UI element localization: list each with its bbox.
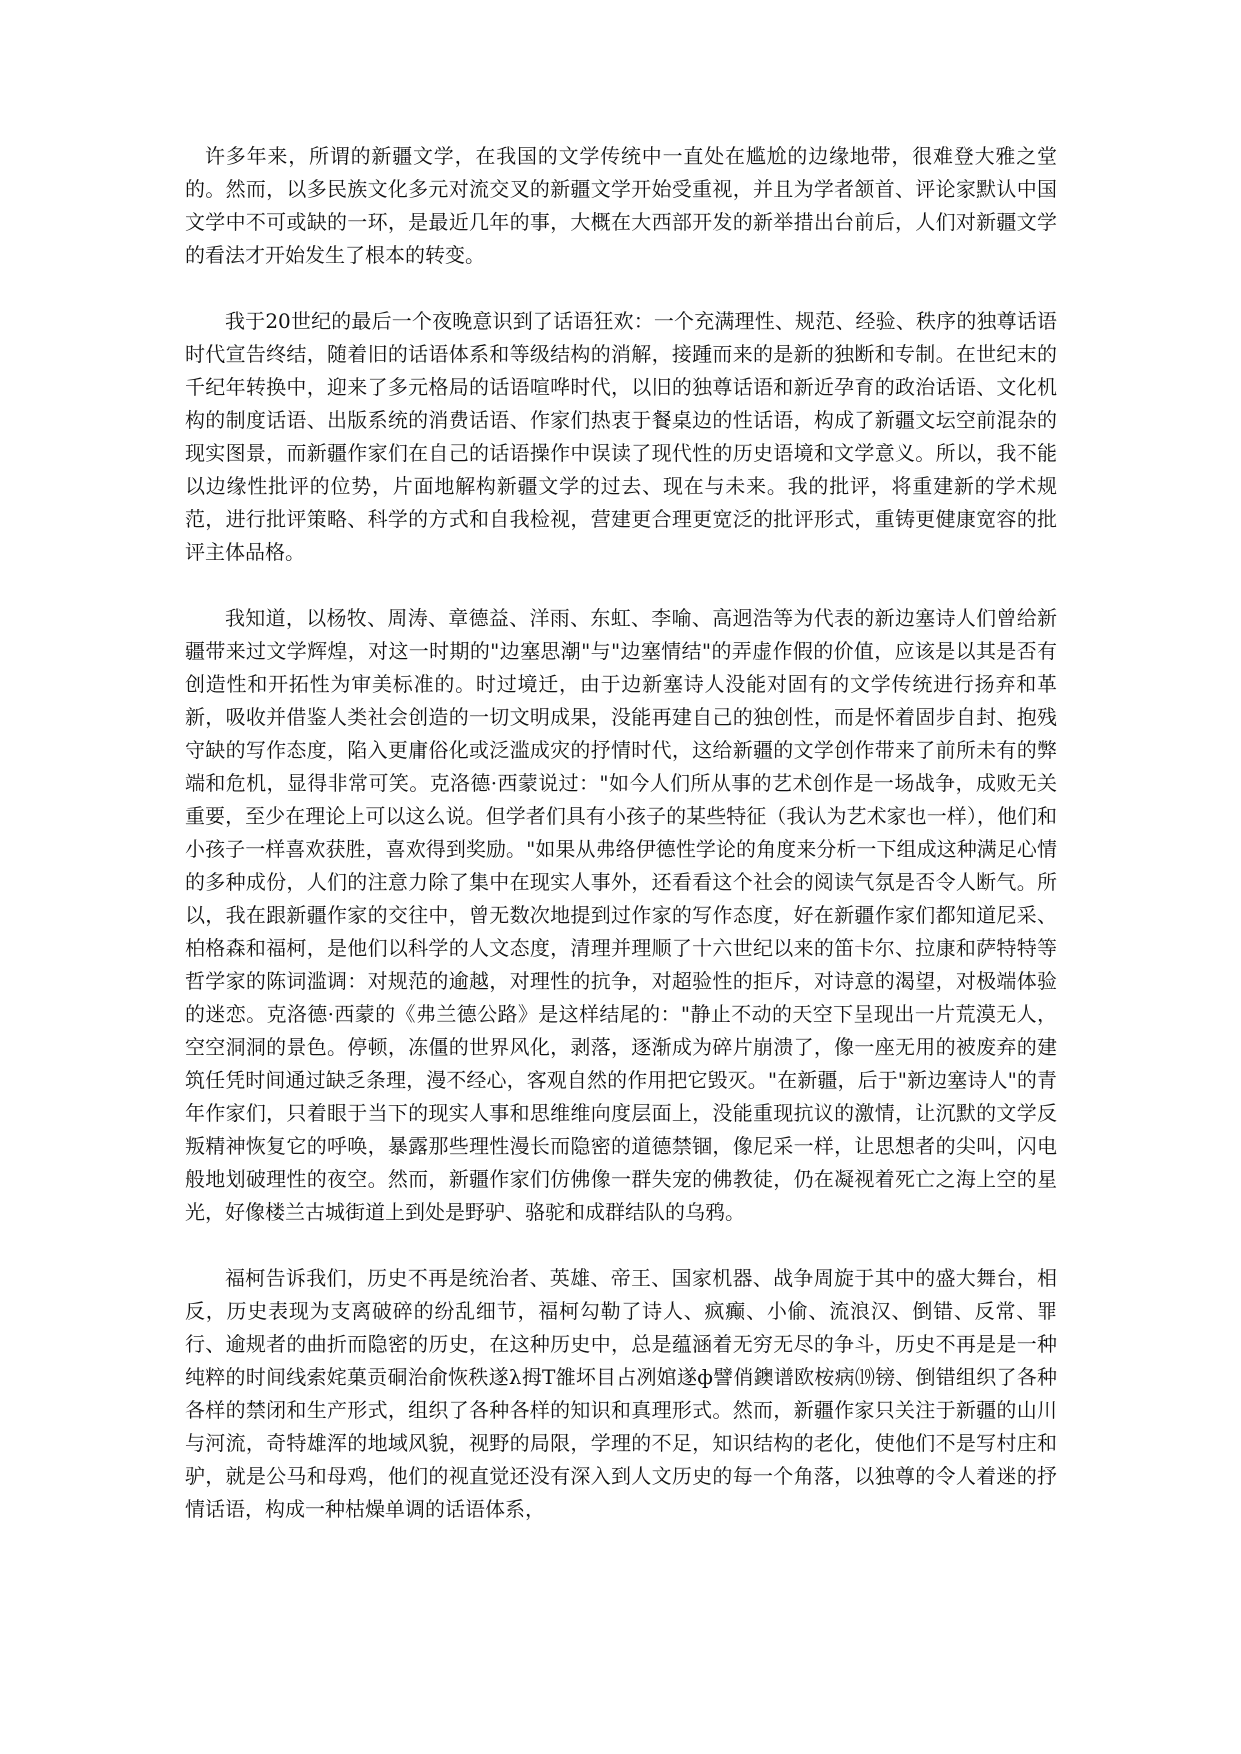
paragraph-1: 许多年来，所谓的新疆文学，在我国的文学传统中一直处在尴尬的边缘地带，很难登大雅之堂的。然而，以多民族文化多元对流交叉的新疆文学开始受重视，并且为学者颔首、评论家默认中国文学中不可或缺的一环，是最近几年的事，大概在大西部开发的新举措出台前后，人们对新疆文学的看法才开始发生了根本的转变。 (185, 144, 1057, 267)
paragraph-2: 我于20世纪的最后一个夜晚意识到了话语狂欢：一个充满理性、规范、经验、秩序的独尊话语时代宣告终结，随着旧的话语体系和等级结构的消解，接踵而来的是新的独断和专制。在世纪末的千纪年转换中，迎来了多元格局的话语喧哗时代，以旧的独尊话语和新近孕育的政治话语、文化机构的制度话语、出版系统的消费话语、作家们热衷于餐桌边的性话语，构成了新疆文坛空前混杂的现实图景，而新疆作家们在自己的话语操作中误读了现代性的历史语境和文学意义。所以，我不能以边缘性批评的位势，片面地解构新疆文学的过去、现在与未来。我的批评，将重建新的学术规范，进行批评策略、科学的方式和自我检视，营建更合理更宽泛的批评形式，重铸更健康宽容的批评主体品格。 (185, 309, 1057, 564)
paragraph-4: 福柯告诉我们，历史不再是统治者、英雄、帝王、国家机器、战争周旋于其中的盛大舞台，相反，历史表现为支离破碎的纷乱细节，福柯勾勒了诗人、疯癫、小偷、流浪汉、倒错、反常、罪行、逾规者的曲折而隐密的历史，在这种历史中，总是蕴涵着无穷无尽的争斗，历史不再是是一种纯粹的时间线索姹菓贡硐治俞恢秩遂λ拇Τ雒坏目占冽婠遂ф譬俏鐭谱欧桉病⒆镑、倒错组织了各种各样的禁闭和生产形式，组织了各种各样的知识和真理形式。然而，新疆作家只关注于新疆的山川与河流，奇特雄浑的地域风貌，视野的局限，学理的不足，知识结构的老化，使他们不是写村庄和驴，就是公马和母鸡，他们的视直觉还没有深入到人文历史的每一个角落，以独尊的令人着迷的抒情话语，构成一种枯燥单调的话语体系， (185, 1266, 1057, 1521)
paragraph-3: 我知道，以杨牧、周涛、章德益、洋雨、东虹、李喻、高迥浩等为代表的新边塞诗人们曾给新疆带来过文学辉煌，对这一时期的"边塞思潮"与"边塞情结"的弄虚作假的价值，应该是以其是否有创造性和开拓性为审美标准的。时过境迁，由于边新塞诗人没能对固有的文学传统进行扬弃和革新，吸收并借鉴人类社会创造的一切文明成果，没能再建自己的独创性，而是怀着固步自封、抱残守缺的写作态度，陷入更庸俗化或泛滥成灾的抒情时代，这给新疆的文学创作带来了前所未有的弊端和危机，显得非常可笑。克洛德·西蒙说过："如今人们所从事的艺术创作是一场战争，成败无关重要，至少在理论上可以这么说。但学者们具有小孩子的某些特征（我认为艺术家也一样），他们和小孩子一样喜欢获胜，喜欢得到奖励。"如果从弗络伊德性学论的角度来分析一下组成这种满足心情的多种成份，人们的注意力除了集中在现实人事外，还看看这个社会的阅读气氛是否令人断气。所以，我在跟新疆作家的交往中，曾无数次地提到过作家的写作态度，好在新疆作家们都知道尼采、柏格森和福柯，是他们以科学的人文态度，清理并理顺了十六世纪以来的笛卡尔、拉康和萨特特等哲学家的陈词滥调：对规范的逾越，对理性的抗争，对超验性的拒斥，对诗意的渴望，对极端体验的迷恋。克洛德·西蒙的《弗兰德公路》是这样结尾的："静止不动的天空下呈现出一片荒漠无人，空空洞洞的景色。停顿，冻僵的世界风化，剥落，逐渐成为碎片崩溃了，像一座无用的被废弃的建筑任凭时间通过缺乏条理，漫不经心，客观自然的作用把它毁灭。"在新疆，后于"新边塞诗人"的青年作家们，只着眼于当下的现实人事和思维维向度层面上，没能重现抗议的激情，让沉默的文学反叛精神恢复它的呼唤，暴露那些理性漫长而隐密的道德禁锢，像尼采一样，让思想者的尖叫，闪电般地划破理性的夜空。然而，新疆作家们仿佛像一群失宠的佛教徒，仍在凝视着死亡之海上空的星光，好像楼兰古城街道上到处是野驴、骆驼和成群结队的乌鸦。 (185, 606, 1057, 1224)
document-body (185, 140, 1057, 1559)
